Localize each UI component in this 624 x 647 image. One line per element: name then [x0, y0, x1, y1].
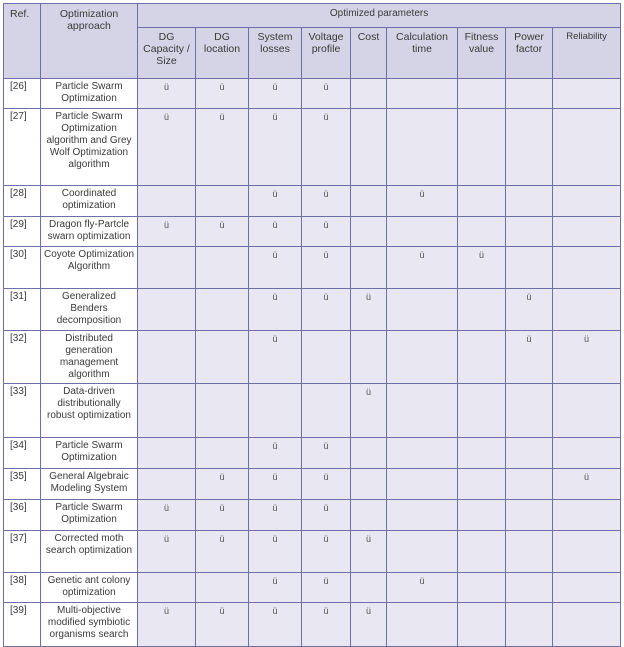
header-power-factor: Power factor	[506, 28, 553, 79]
check-mark-icon: ü	[323, 472, 329, 482]
check-mark-icon: ü	[323, 576, 329, 586]
approach-cell: Particle Swarm Optimization	[41, 79, 138, 109]
param-cell	[506, 109, 553, 186]
check-mark-icon: ü	[219, 503, 225, 513]
param-cell	[351, 531, 387, 573]
param-cell	[196, 531, 249, 573]
param-cell	[387, 438, 458, 469]
param-cell	[196, 217, 249, 247]
param-cell	[302, 531, 351, 573]
param-cell	[302, 573, 351, 603]
param-cell	[553, 109, 621, 186]
ref-cell: [32]	[4, 331, 41, 384]
header-approach: Optimization approach	[41, 4, 138, 79]
param-cell	[506, 500, 553, 531]
ref-cell: [28]	[4, 186, 41, 217]
check-mark-icon: ü	[323, 82, 329, 92]
ref-cell: [30]	[4, 247, 41, 289]
param-cell	[138, 109, 196, 186]
param-cell	[302, 247, 351, 289]
param-cell	[138, 331, 196, 384]
param-cell	[387, 500, 458, 531]
param-cell	[553, 438, 621, 469]
check-mark-icon: ü	[272, 250, 278, 260]
check-mark-icon: ü	[365, 292, 371, 302]
param-cell	[302, 603, 351, 647]
param-cell	[351, 186, 387, 217]
param-cell	[553, 247, 621, 289]
approach-cell: Genetic ant colony optimization	[41, 573, 138, 603]
table-row	[4, 438, 621, 469]
param-cell	[249, 603, 302, 647]
check-mark-icon: ü	[163, 112, 169, 122]
check-mark-icon: ü	[478, 250, 484, 260]
check-mark-icon: ü	[272, 189, 278, 199]
param-cell	[302, 79, 351, 109]
param-cell	[387, 331, 458, 384]
param-cell	[249, 331, 302, 384]
param-cell	[387, 603, 458, 647]
check-mark-icon: ü	[219, 606, 225, 616]
param-cell	[196, 247, 249, 289]
check-mark-icon: ü	[323, 606, 329, 616]
approach-cell: Particle Swarm Optimization	[41, 438, 138, 469]
param-cell	[351, 603, 387, 647]
param-cell	[553, 603, 621, 647]
check-mark-icon: ü	[272, 441, 278, 451]
ref-cell: [39]	[4, 603, 41, 647]
table-row	[4, 500, 621, 531]
param-cell	[302, 109, 351, 186]
param-cell	[506, 438, 553, 469]
table-row	[4, 384, 621, 438]
check-mark-icon: ü	[323, 503, 329, 513]
param-cell	[553, 500, 621, 531]
param-cell	[249, 500, 302, 531]
header-reliability: Reliability	[553, 28, 621, 79]
check-mark-icon: ü	[323, 112, 329, 122]
param-cell	[302, 469, 351, 500]
param-cell	[351, 500, 387, 531]
param-cell	[302, 217, 351, 247]
param-cell	[196, 186, 249, 217]
param-cell	[458, 186, 506, 217]
check-mark-icon: ü	[419, 189, 425, 199]
check-mark-icon: ü	[323, 441, 329, 451]
header-dg-location: DG location	[196, 28, 249, 79]
param-cell	[458, 573, 506, 603]
header-fitness-value: Fitness value	[458, 28, 506, 79]
param-cell	[458, 603, 506, 647]
param-cell	[351, 289, 387, 331]
param-cell	[351, 438, 387, 469]
param-cell	[138, 247, 196, 289]
param-cell	[351, 79, 387, 109]
table-row	[4, 247, 621, 289]
ref-cell: [33]	[4, 384, 41, 438]
param-cell	[387, 384, 458, 438]
param-cell	[138, 469, 196, 500]
approach-cell: Generalized Benders decomposition	[41, 289, 138, 331]
param-cell	[196, 384, 249, 438]
param-cell	[553, 531, 621, 573]
param-cell	[302, 186, 351, 217]
param-cell	[506, 289, 553, 331]
check-mark-icon: ü	[323, 292, 329, 302]
header-cost: Cost	[351, 28, 387, 79]
header-voltage-profile: Voltage profile	[302, 28, 351, 79]
approach-cell: Dragon fly-Partcle swarn optimization	[41, 217, 138, 247]
param-cell	[249, 531, 302, 573]
param-cell	[302, 500, 351, 531]
check-mark-icon: ü	[365, 534, 371, 544]
approach-cell: Corrected moth search optimization	[41, 531, 138, 573]
check-mark-icon: ü	[272, 576, 278, 586]
param-cell	[458, 500, 506, 531]
param-cell	[138, 217, 196, 247]
param-cell	[553, 384, 621, 438]
check-mark-icon: ü	[163, 534, 169, 544]
param-cell	[351, 573, 387, 603]
param-cell	[506, 573, 553, 603]
table-row	[4, 217, 621, 247]
param-cell	[387, 469, 458, 500]
param-cell	[387, 79, 458, 109]
check-mark-icon: ü	[365, 387, 371, 397]
param-cell	[196, 573, 249, 603]
param-cell	[196, 331, 249, 384]
param-cell	[249, 469, 302, 500]
approach-cell: Coyote Optimization Algorithm	[41, 247, 138, 289]
param-cell	[387, 247, 458, 289]
ref-cell: [38]	[4, 573, 41, 603]
param-cell	[387, 573, 458, 603]
param-cell	[138, 384, 196, 438]
param-cell	[506, 603, 553, 647]
approach-cell: General Algebraic Modeling System	[41, 469, 138, 500]
param-cell	[553, 289, 621, 331]
param-cell	[351, 469, 387, 500]
param-cell	[553, 186, 621, 217]
param-cell	[506, 531, 553, 573]
optimization-table	[3, 3, 621, 647]
param-cell	[351, 247, 387, 289]
check-mark-icon: ü	[272, 82, 278, 92]
param-cell	[302, 438, 351, 469]
param-cell	[138, 603, 196, 647]
check-mark-icon: ü	[323, 534, 329, 544]
param-cell	[553, 573, 621, 603]
check-mark-icon: ü	[219, 112, 225, 122]
param-cell	[506, 331, 553, 384]
param-cell	[506, 217, 553, 247]
approach-cell: Data-driven distributionally robust optimization	[41, 384, 138, 438]
param-cell	[458, 217, 506, 247]
ref-cell: [26]	[4, 79, 41, 109]
param-cell	[458, 531, 506, 573]
param-cell	[351, 109, 387, 186]
param-cell	[458, 331, 506, 384]
param-cell	[351, 384, 387, 438]
check-mark-icon: ü	[219, 534, 225, 544]
param-cell	[138, 500, 196, 531]
table-body	[4, 79, 621, 647]
param-cell	[458, 438, 506, 469]
param-cell	[138, 531, 196, 573]
param-cell	[249, 573, 302, 603]
check-mark-icon: ü	[272, 334, 278, 344]
check-mark-icon: ü	[323, 220, 329, 230]
header-dg-capacity: DG Capacity / Size	[138, 28, 196, 79]
param-cell	[138, 79, 196, 109]
param-cell	[138, 573, 196, 603]
param-cell	[302, 331, 351, 384]
param-cell	[196, 289, 249, 331]
check-mark-icon: ü	[365, 606, 371, 616]
check-mark-icon: ü	[163, 82, 169, 92]
header-system-losses: System losses	[249, 28, 302, 79]
table-row	[4, 531, 621, 573]
param-cell	[196, 500, 249, 531]
param-cell	[458, 247, 506, 289]
param-cell	[553, 469, 621, 500]
param-cell	[553, 217, 621, 247]
header-calculation-time: Calculation time	[387, 28, 458, 79]
table-row	[4, 289, 621, 331]
param-cell	[387, 217, 458, 247]
check-mark-icon: ü	[526, 334, 532, 344]
param-cell	[249, 109, 302, 186]
approach-cell: Particle Swarm Optimization	[41, 500, 138, 531]
param-cell	[387, 289, 458, 331]
ref-cell: [27]	[4, 109, 41, 186]
param-cell	[196, 109, 249, 186]
param-cell	[196, 603, 249, 647]
param-cell	[387, 109, 458, 186]
check-mark-icon: ü	[272, 606, 278, 616]
param-cell	[302, 384, 351, 438]
param-cell	[553, 79, 621, 109]
check-mark-icon: ü	[272, 292, 278, 302]
param-cell	[249, 186, 302, 217]
param-cell	[249, 384, 302, 438]
check-mark-icon: ü	[163, 503, 169, 513]
check-mark-icon: ü	[419, 250, 425, 260]
check-mark-icon: ü	[272, 503, 278, 513]
check-mark-icon: ü	[419, 576, 425, 586]
check-mark-icon: ü	[526, 292, 532, 302]
approach-cell: Particle Swarm Optimization algorithm and Grey Wolf Optimization algorithm	[41, 109, 138, 186]
check-mark-icon: ü	[272, 220, 278, 230]
param-cell	[506, 186, 553, 217]
param-cell	[138, 289, 196, 331]
table-row	[4, 573, 621, 603]
check-mark-icon: ü	[272, 112, 278, 122]
param-cell	[506, 469, 553, 500]
param-cell	[458, 289, 506, 331]
param-cell	[302, 289, 351, 331]
table-row	[4, 186, 621, 217]
check-mark-icon: ü	[163, 606, 169, 616]
check-mark-icon: ü	[272, 534, 278, 544]
check-mark-icon: ü	[219, 220, 225, 230]
ref-cell: [35]	[4, 469, 41, 500]
param-cell	[458, 384, 506, 438]
check-mark-icon: ü	[323, 189, 329, 199]
param-cell	[196, 438, 249, 469]
param-cell	[506, 384, 553, 438]
param-cell	[351, 217, 387, 247]
param-cell	[553, 331, 621, 384]
ref-cell: [34]	[4, 438, 41, 469]
header-optimized-parameters: Optimized parameters	[138, 4, 621, 28]
param-cell	[458, 469, 506, 500]
ref-cell: [37]	[4, 531, 41, 573]
ref-cell: [29]	[4, 217, 41, 247]
check-mark-icon: ü	[584, 472, 590, 482]
check-mark-icon: ü	[323, 250, 329, 260]
param-cell	[138, 438, 196, 469]
param-cell	[138, 186, 196, 217]
param-cell	[506, 247, 553, 289]
approach-cell: Multi-objective modified symbiotic organisms search	[41, 603, 138, 647]
check-mark-icon: ü	[272, 472, 278, 482]
table-row	[4, 603, 621, 647]
check-mark-icon: ü	[584, 334, 590, 344]
check-mark-icon: ü	[219, 472, 225, 482]
table-row	[4, 79, 621, 109]
approach-cell: Coordinated optimization	[41, 186, 138, 217]
param-cell	[506, 79, 553, 109]
param-cell	[196, 469, 249, 500]
ref-cell: [36]	[4, 500, 41, 531]
param-cell	[458, 109, 506, 186]
param-cell	[249, 289, 302, 331]
param-cell	[387, 531, 458, 573]
param-cell	[249, 438, 302, 469]
table-row	[4, 469, 621, 500]
param-cell	[458, 79, 506, 109]
table-row	[4, 109, 621, 186]
param-cell	[249, 247, 302, 289]
table-row	[4, 331, 621, 384]
param-cell	[249, 79, 302, 109]
approach-cell: Distributed generation management algorithm	[41, 331, 138, 384]
param-cell	[196, 79, 249, 109]
param-cell	[387, 186, 458, 217]
param-cell	[249, 217, 302, 247]
header-ref: Ref.	[4, 4, 41, 79]
check-mark-icon: ü	[163, 220, 169, 230]
ref-cell: [31]	[4, 289, 41, 331]
check-mark-icon: ü	[219, 82, 225, 92]
param-cell	[351, 331, 387, 384]
